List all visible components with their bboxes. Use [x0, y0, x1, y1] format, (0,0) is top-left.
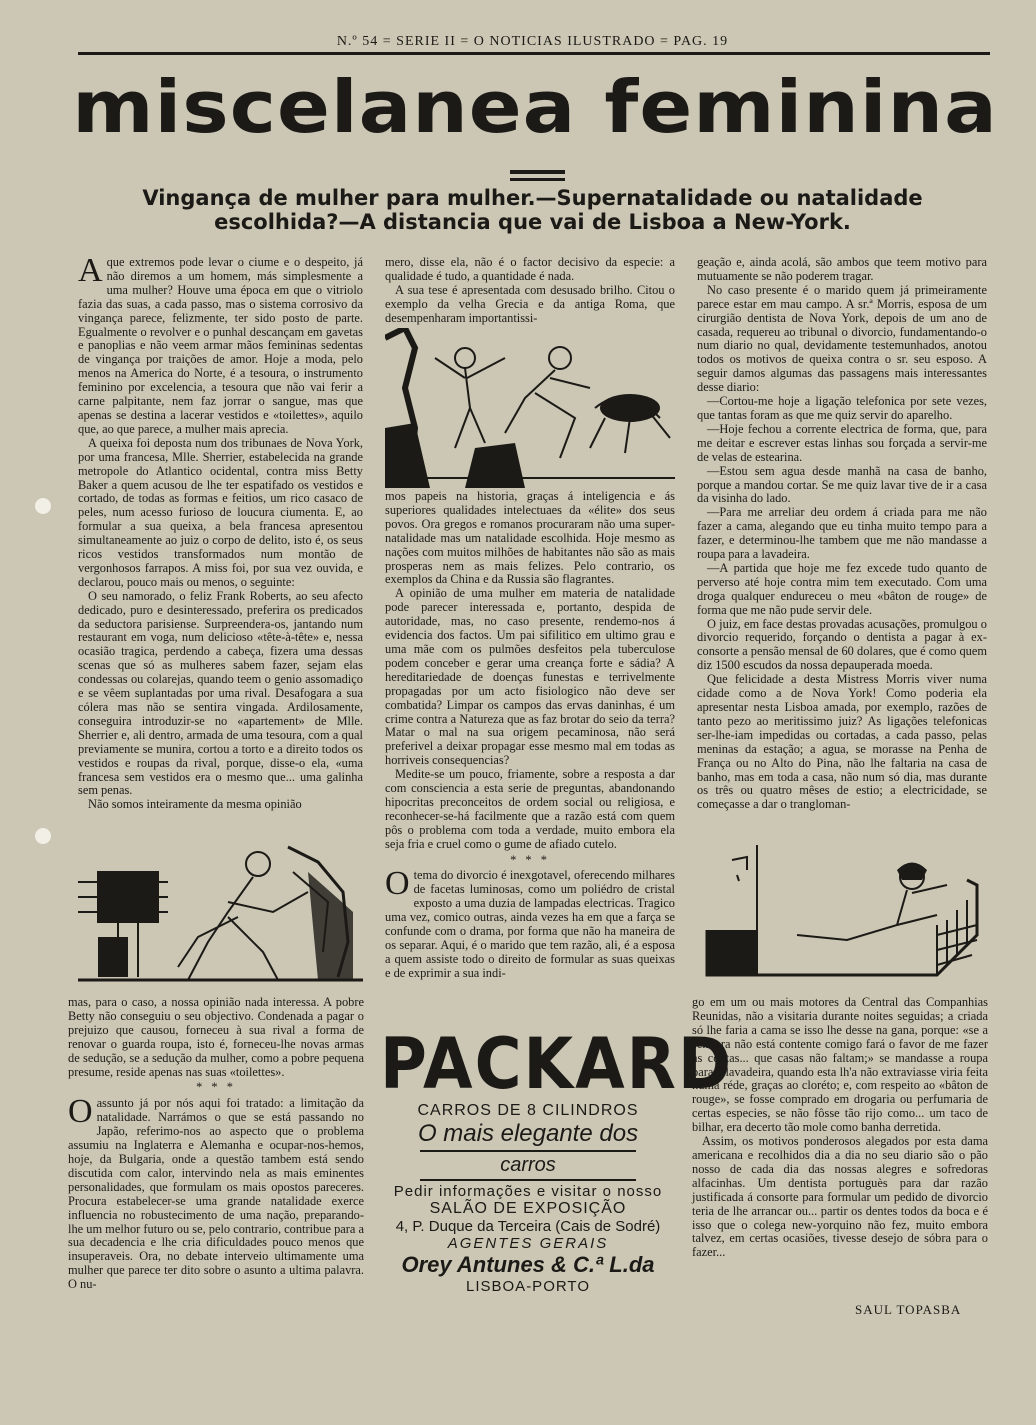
ad-rule: [420, 1150, 636, 1152]
punch-hole: [35, 498, 51, 514]
ad-slogan: O mais elegante dos: [417, 1120, 639, 1147]
section-stars: * * *: [196, 1080, 236, 1095]
paragraph: —A partida que hoje me fez excede tudo quanto de perverso até hoje contra mim tem executado. Com uma droga qualquer endureceu o meu «bâton de rouge» de forma que me não pude servir dele.: [697, 560, 987, 617]
illustration-children: [385, 328, 675, 488]
paragraph: mos papeis na historia, graças á inteligencia e ás superiores qualidades intelectuaes da «élite» dos seus povos. Ora gregos e romanos procuraram não uma super-natalidade mas um natalidade escolhida. Hoje mesmo as nações com muitos milhões de habitantes não são as mais prosperas nem as mais felizes. Pelo contrario, os exemplos da China e da Russia são flagrantes.: [385, 489, 675, 587]
column-1: [78, 252, 363, 812]
drop-cap: O: [68, 1093, 93, 1131]
drop-cap: O: [385, 865, 410, 903]
section-stars: * * *: [510, 852, 550, 867]
column-3: [697, 256, 987, 812]
illustration-scissors: [78, 842, 363, 992]
paragraph: —Para me arreliar deu ordem á criada para me não fazer a cama, alegando que eu tinha muito tempo para a fazer, e determinou-lhe tambem que me não mandasse a roupa para a lavadeira.: [697, 505, 987, 562]
paragraph: Não somos inteiramente da mesma opinião: [88, 797, 302, 812]
paragraph: —Estou sem agua desde manhã na casa de banho, porque a mandou cortar. Se me quiz lavar tive de ir a casa da visinha do lado.: [697, 463, 987, 506]
paragraph: A sua tese é apresentada com desusado brilho. Citou o exemplo da velha Grecia e da antiga Roma, que desempenharam importantissi-: [385, 282, 675, 325]
ad-line: SALÃO DE EXPOSIÇÃO: [429, 1200, 627, 1217]
illustration-bathtub: [697, 845, 987, 985]
column-1-bottom: [68, 996, 364, 1292]
column-3-bottom: [692, 996, 988, 1260]
masthead-rule: [510, 170, 565, 174]
ad-rule: [420, 1179, 636, 1181]
paragraph: geação e, ainda acolá, são ambos que teem motivo para mutuamente se não poderem tragar.: [697, 255, 987, 283]
ad-line: Pedir informações e visitar o nosso: [393, 1183, 663, 1200]
ad-slogan-2: carros: [500, 1154, 556, 1176]
paragraph: Medite-se um pouco, friamente, sobre a resposta a dar com consciencia a esta serie de preguntas, abandonando hipocritas preconceitos de ordem social ou religiosa, e reconhecer-se-há facilmente que a razão está com quem pôs o problema com toda a verdade, muito embora ela seja fria e cruel como o gume de afiado cutelo.: [385, 767, 675, 851]
paragraph: No caso presente é o marido quem já primeiramente parece estar em mau campo. A sr.ª Morris, esposa de um cirurgião dentista de Nova York, depois de um ano de casada, requereu ao tribunal o divorcio, fundamentando-o num diario no qual, devidamente testemunhados, anotou todos os motivos de queixa contra o sr. seu esposo. A seguir damos algumas das passagens mais interessantes desse diario:: [697, 282, 987, 395]
page-header: N.º 54 = SERIE II = O NOTICIAS ILUSTRADO = PAG. 19: [336, 34, 729, 49]
paragraph: O seu namorado, o feliz Frank Roberts, ao seu afecto dedicado, puro e desinteressado, preferira os predicados da seductora parisiense. Surpreendera-os, jantando num restaurant em voga, num delicioso «tête-à-tête» e, nessa ocasião tragica, perdendo a cabeça, fizera uma dessas scenas que só as mulheres sabem fazer, sejam elas condessas ou colarejas, quando teem o genio assomadiço e se vêem suplantadas por uma rival. Desafogara a sua cólera mas não se sentira vingada. Ardilosamente, conseguira introduzir-se no «apartement» de Mlle. Sherrier e, ali dentro, armada de uma tesoura, com a qual previamente se munira, cortou a torto e a direito todos os vestidos e roupas da rival, porque, disse-o ela, «uma francesa sem vestidos era o mesmo que... uma galinha sem penas.: [78, 588, 363, 798]
ad-address: 4, P. Duque da Terceira (Cais de Sodré): [395, 1218, 661, 1235]
packard-advertisement: [380, 1024, 734, 1295]
paragraph: go em um ou mais motores da Central das Companhias Reunidas, não a visitaria durante noites seguidas; a criada só lhe faria a cama se isso lhe desse na gana, porque: «se a senhora não está contente comigo fará o favor de me fazer as contas... que casas não faltam;» se mandasse a roupa para a lavadeira, quando esta lh'a não extraviasse viria feita numa réde, graças ao cloréto; e, com respeito ao «bâton de rouge», se fosse comprado em drogaria ou perfumaria de certas especies, se não fôsse tão rijo como... um taco de bilhar, era decerto tão mole como banha derretida.: [692, 995, 988, 1135]
paragraph: Assim, os motivos ponderosos alegados por esta dama americana e recolhidos dia a dia no seu diario são o pão nosso de cada dia das nossas alegres e sofredoras alfacinhas. Um dentista portuguès para dar razão justificada á consorte para formular um pedido de divorcio teria de lhe arrancar ou... partir os dentes todos da boca e é isso que o colega new-yorquino não fez, muito embora talvez, em certas ocasiões, tivesse desejo de sóbra para o fazer...: [692, 1134, 988, 1260]
paragraph: Otema do divorcio é inexgotavel, oferecendo milhares de facetas luminosas, como um poliédro de cristal exposto a uma duzia de lampadas electricas. Tragico uma vez, comico outras, ainda vezes ha em que a farça se confunde com o drama, por forma que não ha maneira de os separar. Aqui, é o marido que tem razão, ali, é a esposa a quem assiste todo o direito de formular as suas queixas e de exprimir a sua indi-: [385, 865, 675, 980]
paragraph: Oassunto já por nós aqui foi tratado: a limitação da natalidade. Narrámos o que se está passando no Japão, referimo-nos ao aspecto que o problema assumiu na Inglaterra e Alemanha e ocupar-nos-hemos, hoje, da Bulgaria, onde a questão tambem está sendo discutida com calor, intervindo nela as mais eminentes personalidades, que formulam os mais opostos pareceres. Procura estabelecer-se uma grande natalidade exerce influencia no robustecimento de uma nação, preparando-lhe um melhor futuro ou se, pelo contrario, contribue para a sua decadencia e lhe cria dificuldades pouco menos que insuperaveis. Ora, no debate interveio ultimamente uma mulher que parece ter dito sobre o asunto a ultima palavra. O nu-: [68, 1093, 364, 1292]
ad-brand: PACKARD: [380, 1024, 734, 1106]
paragraph: —Hoje fechou a corrente electrica de forma, que, para me deitar e escrever estas linhas sou forçada a servir-me de velas de estearina.: [697, 421, 987, 464]
column-2: [385, 256, 675, 326]
paragraph: A opinião de uma mulher em materia de natalidade pode parecer interessada e, portanto, despida de autoridade, mas, no caso presente, rendemo-nos á evidencia dos factos. Um pai sifilitico em ultimo grau e uma mãe com os pulmões desfeitos pela tuberculose podem conceber e gerar uma creança forte e sádia? A hereditariedade de doenças funestas e terrivelmente propagadas por um acto fisiologico não deve ser combatida? Limpar os campos das ervas daninhas, é um crime contra a Natureza que as faz brotar do seio da terra? Matar o mal na sua origem pecaminosa, não será preferivel a deixar propagar esse mesmo mal em todas as horriveis consequencias?: [385, 586, 675, 768]
ad-company: Orey Antunes & C.ª L.da: [401, 1252, 655, 1277]
paragraph: —Cortou-me hoje a ligação telefonica por sete vezes, que tantas foram as que me quiz servir do aparelho.: [697, 394, 987, 422]
punch-hole: [35, 828, 51, 844]
ad-city: LISBOA-PORTO: [466, 1278, 590, 1295]
masthead-title: miscelanea feminina: [72, 66, 998, 150]
masthead-rule-2: [510, 178, 565, 181]
paragraph: mero, disse ela, não é o factor decisivo da especie: a qualidade é tudo, a quantidade é nada.: [385, 255, 675, 283]
column-2-middle: [385, 490, 675, 981]
paragraph: A queixa foi deposta num dos tribunaes de Nova York, por uma francesa, Mlle. Sherrier, estabelecida na grande metropole do Atlantico ocidental, contra miss Betty Baker a quem acusou de lhe ter espatifado os vestidos e cortado, de todas as formas e feitios, um rico casaco de peles, num acesso furioso de loucura ciumenta. E, ao formular a sua queixa, a bela francesa apresentou simultaneamente ao juiz o corpo de delito, isto é, os seus ricos vestidos transformados num montão de vergonhosos farrapos. A miss foi, por sua vez ouvida, e declarou, pouco mais ou menos, o seguinte:: [78, 435, 363, 589]
ad-agents: AGENTES GERAIS: [447, 1235, 609, 1252]
article-subtitle: Vingança de mulher para mulher.—Supernatalidade ou natalidade escolhida?—A distancia que vai de Lisboa a New-York.: [142, 186, 923, 234]
author-signature: SAUL TOPASBA: [855, 1302, 962, 1317]
paragraph: O juiz, em face destas provadas acusações, promulgou o divorcio requerido, forçando o dentista a pagar à ex-consorte a pensão mensal de 60 dolares, que é como quem diz 1500 escudos da nossa depauperada moeda.: [697, 616, 987, 673]
paragraph: mas, para o caso, a nossa opinião nada interessa. A pobre Betty não conseguiu o seu objectivo. Condenada a pagar o prejuizo que causou, forneceu à sua rival a forma de renovar o guarda roupa, isto é, forneceu-lhe novas armas de sedução, se a sedução da mulher, como a pobre pequena presume, reside apenas nas suas «toilettes».: [68, 995, 364, 1079]
ad-line: CARROS DE 8 CILINDROS: [417, 1102, 639, 1119]
drop-cap: A: [78, 252, 103, 289]
paragraph: Que felicidade a desta Mistress Morris viver numa cidade como a de Nova York! Como poderia ela apresentar nesta Lisboa amada, por exemplo, razões de tanto pezo ao meritissimo juiz? As ligações telefonicas ser-lhe-iam impedidas ou cortadas, a cada passo, pelas meninas da estação; a agua, se morasse na Penha de França ou no Alto do Pina, não lhe faltaria na casa de banho, mas em toda a casa, não num só dia, mas durante os três ou quatro mêses de estio; a electricidade, se começasse a dar o trangloman-: [697, 672, 987, 812]
paragraph: Aque extremos pode levar o ciume e o despeito, já não diremos a um homem, más simplesmente a uma mulher? Houve uma época em que o vitriolo fazia das suas, a cada passo, mas o sistema corrosivo da vingança parece, felizmente, ter sido posto de parte. Egualmente o revolver e o punhal descançam em gavetas e panoplias e não veem armar mãos femininas sedentas de vingança por traições de amor. Hoje a moda, pelo menos na America do Norte, é a tesoura, o instrumento feminino por excelencia, a tesoura que não vai ferir a carne palpitante, nem faz jorrar o sangue, mas que apenas se destina a lacerar vestidos e «toilettes», aquilo que, ao que parece, a mulher mais aprecia.: [78, 252, 363, 436]
header-rule: [78, 52, 990, 55]
